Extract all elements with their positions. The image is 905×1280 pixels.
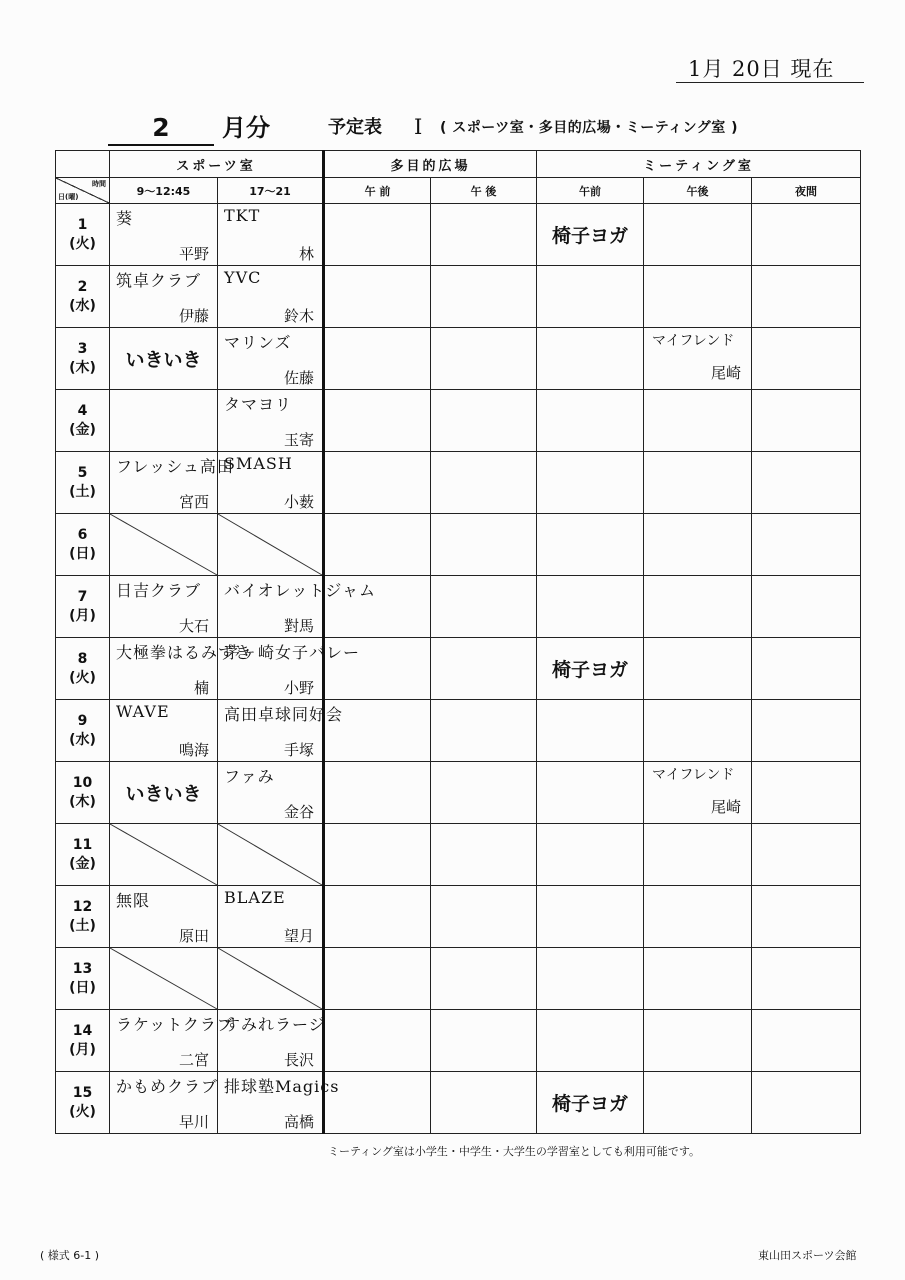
booking-person: 伊藤 [178,307,209,325]
footnote: ミーティング室は小学生・中学生・大学生の学習室としても利用可能です。 [328,1145,701,1158]
slot-sports-am: 9～12:45 [110,178,218,204]
meeting-am-cell [537,514,644,576]
meeting-pm-cell [644,1010,752,1072]
booking-person: 玉寄 [284,431,315,449]
plaza-pm-cell [431,824,537,886]
day-number: 13 [72,960,93,977]
booking-person: 楠 [193,679,209,697]
day-row [56,886,861,948]
sports-am-cell [110,886,218,948]
printed-booking: 椅子ヨガ [552,659,629,681]
day-of-week: (火) [69,1103,96,1120]
day-number: 11 [72,836,93,853]
day-cell [56,700,110,762]
booking-person: 尾崎 [711,798,742,816]
booking-person: 原田 [178,927,209,945]
meeting-am-cell [537,886,644,948]
meeting-night-cell [752,886,861,948]
sports-am-cell [110,204,218,266]
printed-booking: いきいき [125,349,202,371]
day-cell [56,886,110,948]
printed-booking: 椅子ヨガ [552,1093,629,1115]
plaza-pm-cell [431,452,537,514]
meeting-night-cell [752,1072,861,1134]
meeting-pm-cell [644,700,752,762]
plaza-am-cell [324,1072,431,1134]
meeting-pm-cell [644,514,752,576]
booking-person: 高橋 [284,1113,315,1131]
plaza-pm-cell [431,204,537,266]
booking-group: TKT [224,206,261,225]
sports-pm-cell [218,638,361,700]
corner-day-label: 日(曜) [58,193,79,201]
printed-booking: いきいき [125,783,202,805]
sports-pm-cell [218,824,324,886]
day-row [56,824,861,886]
plaza-pm-cell [431,948,537,1010]
day-cell [56,948,110,1010]
plaza-pm-cell [431,266,537,328]
day-of-week: (火) [69,235,96,252]
form-id: ( 様式 6-1 ) [40,1249,100,1262]
sports-pm-cell [218,452,324,514]
sports-am-cell [110,452,234,514]
booking-person: 鈴木 [284,307,315,325]
plaza-pm-cell [431,514,537,576]
day-row [56,204,861,266]
slot-plaza-pm: 午 後 [431,178,537,204]
day-row [56,638,861,700]
day-number: 14 [72,1022,93,1039]
meeting-night-cell [752,576,861,638]
meeting-pm-cell [644,576,752,638]
plaza-pm-cell [431,762,537,824]
closed-slash [218,514,322,575]
day-cell [56,452,110,514]
booking-group: マイフレンド [652,333,735,349]
sports-pm-cell [218,328,324,390]
meeting-am-cell [537,328,644,390]
day-of-week: (木) [69,359,96,376]
sports-pm-cell [218,886,324,948]
booking-group: マリンズ [224,333,292,352]
meeting-night-cell [752,266,861,328]
day-of-week: (土) [69,483,96,500]
day-row [56,576,861,638]
meeting-pm-cell [644,638,752,700]
meeting-night-cell [752,390,861,452]
day-row [56,390,861,452]
corner-time-label: 時間 [92,180,106,188]
slot-meeting-night: 夜間 [752,178,861,204]
meeting-am-cell [537,204,644,266]
booking-person: 佐藤 [284,369,315,387]
booking-group: WAVE [116,702,170,721]
day-cell [56,266,110,328]
sports-am-cell [110,514,218,576]
plaza-pm-cell [431,1010,537,1072]
plaza-am-cell [324,700,431,762]
plaza-am-cell [324,886,431,948]
meeting-am-cell [537,762,644,824]
day-number: 10 [72,774,93,791]
meeting-am-cell [537,390,644,452]
schedule-table [55,150,861,1134]
booking-person: 金谷 [284,803,315,821]
sports-am-cell [110,576,218,638]
booking-group: BLAZE [224,888,286,907]
plaza-am-cell [324,266,431,328]
day-number: 2 [77,278,88,295]
day-number: 1 [77,216,88,233]
slot-sports-pm: 17～21 [218,178,324,204]
booking-person: 宮西 [178,493,209,511]
meeting-am-cell [537,948,644,1010]
meeting-night-cell [752,328,861,390]
meeting-am-cell [537,452,644,514]
plaza-am-cell [324,824,431,886]
day-cell [56,1072,110,1134]
booking-person: 林 [299,245,315,263]
meeting-pm-cell [644,1072,752,1134]
sports-am-cell [110,328,218,390]
meeting-night-cell [752,1010,861,1072]
meeting-night-cell [752,948,861,1010]
plaza-am-cell [324,514,431,576]
day-cell [56,762,110,824]
booking-person: 早川 [178,1113,209,1131]
day-row [56,948,861,1010]
booking-group: バイオレットジャム [224,581,377,600]
plaza-pm-cell [431,886,537,948]
booking-group: すみれラージ [224,1015,326,1034]
booking-person: 小野 [284,679,315,697]
meeting-pm-cell [644,824,752,886]
booking-person: 望月 [284,927,315,945]
meeting-pm-cell [644,762,752,824]
day-cell [56,514,110,576]
sports-pm-cell [218,204,324,266]
day-cell [56,638,110,700]
booking-group: 日吉クラブ [116,581,202,600]
group-multipurpose-plaza: 多目的広場 [324,151,537,178]
closed-slash [110,824,217,885]
month-number: 2 [108,112,214,146]
booking-person: 大石 [178,617,209,635]
booking-group: 葵 [116,209,134,228]
day-row [56,266,861,328]
booking-group: 高田卓球同好会 [224,705,344,724]
meeting-am-cell [537,824,644,886]
day-of-week: (水) [69,297,96,314]
booking-group: 排球塾Magics [224,1077,340,1096]
day-of-week: (金) [69,421,96,438]
meeting-night-cell [752,824,861,886]
meeting-am-cell [537,638,644,700]
booking-group: 茅ヶ崎女子バレー [224,643,361,662]
day-of-week: (金) [69,855,96,872]
sports-pm-cell [218,514,324,576]
day-of-week: (火) [69,669,96,686]
plaza-am-cell [324,452,431,514]
sports-am-cell [110,1010,234,1072]
meeting-pm-cell [644,266,752,328]
slot-meeting-pm: 午後 [644,178,752,204]
day-number: 8 [77,650,88,667]
booking-group: フレッシュ高田 [116,457,234,476]
meeting-night-cell [752,514,861,576]
day-of-week: (土) [69,917,96,934]
day-row [56,762,861,824]
sports-pm-cell [218,576,377,638]
sports-pm-cell [218,266,324,328]
booking-group: ラケットクラブ [116,1015,234,1034]
sports-am-cell [110,762,218,824]
plaza-am-cell [324,328,431,390]
meeting-am-cell [537,700,644,762]
day-cell [56,1010,110,1072]
booking-person: 小薮 [284,493,315,511]
meeting-night-cell [752,638,861,700]
day-cell [56,204,110,266]
meeting-pm-cell [644,328,752,390]
sports-am-cell [110,824,218,886]
day-number: 6 [77,526,88,543]
closed-slash [218,948,322,1009]
document-subtitle: ( スポーツ室・多目的広場・ミーティング室 ) [440,120,739,136]
day-number: 3 [77,340,88,357]
document-title: 予定表 [328,117,382,138]
booking-group: ファみ [224,767,275,786]
group-sports-room: スポーツ室 [110,151,324,178]
booking-group: 大極拳はるみずき [116,643,253,662]
meeting-night-cell [752,204,861,266]
sports-pm-cell [218,762,324,824]
plaza-pm-cell [431,638,537,700]
meeting-am-cell [537,576,644,638]
day-cell [56,576,110,638]
booking-person: 二宮 [178,1051,209,1069]
meeting-am-cell [537,1072,644,1134]
as-of-date: 1月 20日 現在 [676,56,864,83]
day-number: 5 [77,464,88,481]
plaza-pm-cell [431,390,537,452]
sports-pm-cell [218,700,344,762]
day-of-week: (日) [69,979,96,996]
booking-group: 無限 [116,891,151,910]
day-number: 4 [77,402,88,419]
day-row [56,1010,861,1072]
closed-slash [218,824,322,885]
day-row [56,328,861,390]
meeting-night-cell [752,452,861,514]
sports-am-cell [110,1072,218,1134]
sports-pm-cell [218,390,324,452]
corner-header [56,178,110,204]
booking-person: 長沢 [284,1051,315,1069]
slot-plaza-am: 午 前 [324,178,431,204]
meeting-pm-cell [644,886,752,948]
group-meeting-room: ミーティング室 [537,151,861,178]
plaza-pm-cell [431,328,537,390]
booking-group: YVC [224,268,262,287]
plaza-pm-cell [431,1072,537,1134]
day-cell [56,390,110,452]
plaza-am-cell [324,1010,431,1072]
day-of-week: (水) [69,731,96,748]
plaza-am-cell [324,576,431,638]
printed-booking: 椅子ヨガ [552,225,629,247]
booking-person: 手塚 [284,741,315,759]
document-numeral: I [414,115,423,139]
day-number: 12 [72,898,93,915]
sports-pm-cell [218,1072,340,1134]
plaza-am-cell [324,390,431,452]
sports-pm-cell [218,1010,324,1072]
meeting-night-cell [752,700,861,762]
day-row [56,514,861,576]
meeting-pm-cell [644,204,752,266]
corner-top [56,151,110,178]
plaza-am-cell [324,948,431,1010]
meeting-pm-cell [644,948,752,1010]
day-row [56,452,861,514]
booking-group: タマヨリ [224,395,293,414]
sports-am-cell [110,390,218,452]
closed-slash [110,948,217,1009]
sports-am-cell [110,700,218,762]
day-number: 9 [77,712,88,729]
booking-person: 尾崎 [711,364,742,382]
booking-person: 鳴海 [178,741,209,759]
sports-am-cell [110,948,218,1010]
plaza-am-cell [324,204,431,266]
sports-am-cell [110,638,253,700]
plaza-pm-cell [431,576,537,638]
booking-group: SMASH [224,454,293,473]
day-cell [56,328,110,390]
booking-group: マイフレンド [652,767,735,783]
day-of-week: (月) [69,607,96,624]
sports-pm-cell [218,948,324,1010]
day-of-week: (日) [69,545,96,562]
month-suffix: 月分 [222,114,270,142]
sports-am-cell [110,266,218,328]
day-of-week: (木) [69,793,96,810]
day-cell [56,824,110,886]
day-number: 7 [77,588,88,605]
day-number: 15 [72,1084,93,1101]
day-row [56,1072,861,1134]
closed-slash [110,514,217,575]
meeting-am-cell [537,266,644,328]
booking-person: 平野 [178,245,209,263]
meeting-am-cell [537,1010,644,1072]
plaza-am-cell [324,638,431,700]
plaza-pm-cell [431,700,537,762]
schedule-body [56,204,861,1134]
booking-group: 筑卓クラブ [116,271,202,290]
booking-group: かもめクラブ [116,1077,219,1096]
booking-person: 對馬 [284,617,315,635]
facility-name: 東山田スポーツ会館 [758,1249,857,1262]
plaza-am-cell [324,762,431,824]
day-row [56,700,861,762]
meeting-pm-cell [644,452,752,514]
meeting-pm-cell [644,390,752,452]
day-of-week: (月) [69,1041,96,1058]
meeting-night-cell [752,762,861,824]
slot-meeting-am: 午前 [537,178,644,204]
